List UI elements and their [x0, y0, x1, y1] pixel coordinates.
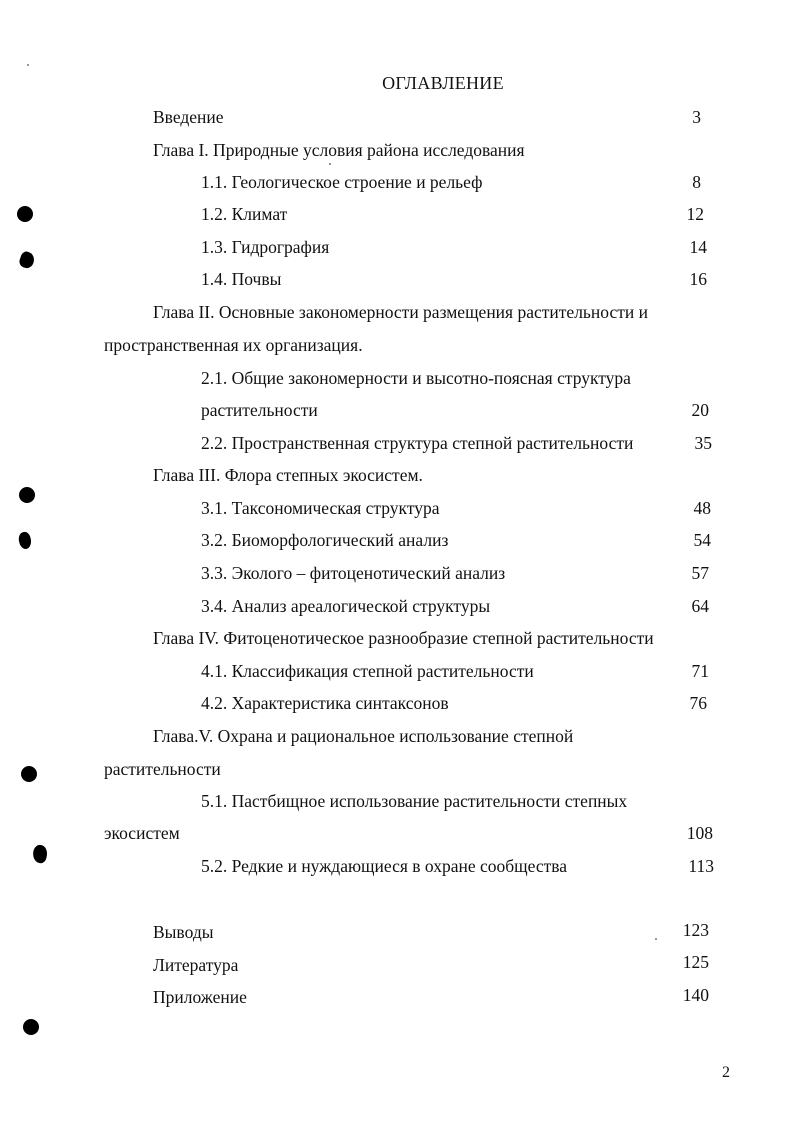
toc-chapter-3: Глава III. Флора степных экосистем. — [153, 465, 423, 485]
toc-entry-1-4: 1.4. Почвы — [201, 269, 282, 289]
toc-entry-2-2: 2.2. Пространственная структура степной растительности — [201, 433, 634, 453]
toc-entry-5-2: 5.2. Редкие и нуждающиеся в охране сообщества — [201, 856, 568, 876]
toc-page-4-1: 71 — [691, 661, 709, 681]
toc-chapter-2-line1: Глава II. Основные закономерности размещения растительности и — [153, 302, 648, 322]
punch-hole-mark — [19, 487, 35, 503]
toc-chapter-2-line2: пространственная их организация. — [104, 335, 363, 355]
toc-entry-4-2: 4.2. Характеристика синтаксонов — [201, 693, 449, 713]
toc-page-3-3: 57 — [691, 563, 709, 583]
toc-entry-intro: Введение — [153, 107, 224, 127]
toc-entry-2-1-line1: 2.1. Общие закономерности и высотно-поясная структура — [201, 368, 631, 388]
ink-blot-mark — [32, 844, 49, 864]
toc-title: ОГЛАВЛЕНИЕ — [382, 73, 504, 93]
toc-page-1-4: 16 — [689, 269, 707, 289]
toc-entry-4-1: 4.1. Классификация степной растительности — [201, 661, 534, 681]
punch-hole-mark — [23, 1019, 39, 1035]
ink-blot-mark — [18, 250, 37, 270]
toc-chapter-1: Глава I. Природные условия района исследования — [153, 140, 525, 160]
toc-entry-conclusions: Выводы — [153, 922, 214, 942]
toc-entry-3-1: 3.1. Таксономическая структура — [201, 498, 440, 518]
toc-entry-3-2: 3.2. Биоморфологический анализ — [201, 530, 449, 550]
toc-entry-1-1: 1.1. Геологическое строение и рельеф — [201, 172, 483, 192]
toc-entry-1-2: 1.2. Климат — [201, 204, 288, 224]
toc-page-5-1: 108 — [686, 823, 713, 843]
toc-entry-2-1-line2: растительности — [201, 400, 318, 420]
toc-page-1-3: 14 — [689, 237, 707, 257]
toc-page-conclusions: 123 — [682, 920, 709, 940]
toc-page-2-1: 20 — [691, 400, 709, 420]
toc-entry-5-1-line1: 5.1. Пастбищное использование растительности степных — [201, 791, 628, 811]
dust-speck — [27, 64, 29, 66]
toc-page-3-4: 64 — [691, 596, 709, 616]
punch-hole-mark — [21, 766, 37, 782]
toc-page-2-2: 35 — [694, 433, 712, 453]
dust-speck — [329, 163, 331, 165]
toc-page-4-2: 76 — [689, 693, 707, 713]
dust-speck — [655, 938, 657, 940]
toc-chapter-5-line1: Глава.V. Охрана и рациональное использование степной — [153, 726, 574, 746]
toc-page-5-2: 113 — [688, 856, 714, 876]
toc-entry-appendix: Приложение — [153, 987, 247, 1007]
ink-blot-mark — [17, 531, 33, 551]
toc-page-intro: 3 — [692, 107, 701, 127]
toc-entry-5-1-line2: экосистем — [104, 823, 180, 843]
punch-hole-mark — [17, 206, 33, 222]
toc-entry-literature: Литература — [153, 955, 239, 975]
toc-entry-3-4: 3.4. Анализ ареалогической структуры — [201, 596, 491, 616]
page-number: 2 — [722, 1064, 730, 1081]
toc-page-literature: 125 — [682, 952, 709, 972]
toc-page-1-1: 8 — [692, 172, 701, 192]
toc-chapter-5-line2: растительности — [104, 759, 221, 779]
toc-entry-3-3: 3.3. Эколого – фитоценотический анализ — [201, 563, 506, 583]
toc-page-3-2: 54 — [693, 530, 711, 550]
toc-chapter-4: Глава IV. Фитоценотическое разнообразие степной растительности — [153, 628, 654, 648]
toc-entry-1-3: 1.3. Гидрография — [201, 237, 330, 257]
toc-page-appendix: 140 — [682, 985, 709, 1005]
toc-page-1-2: 12 — [686, 204, 704, 224]
toc-page-3-1: 48 — [693, 498, 711, 518]
